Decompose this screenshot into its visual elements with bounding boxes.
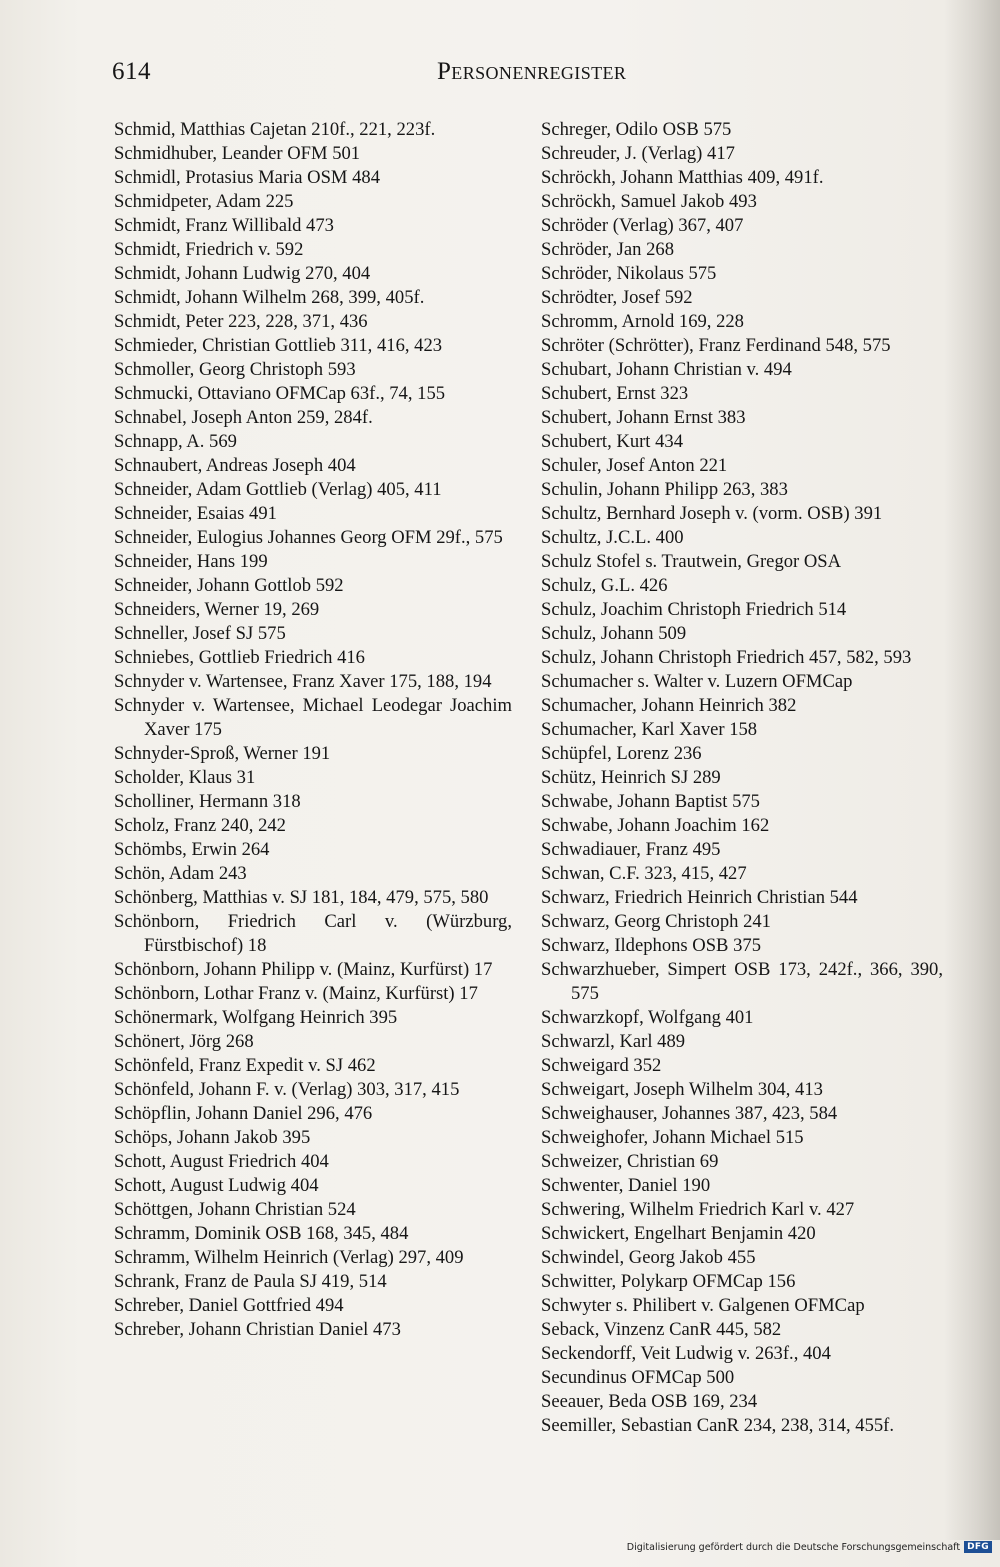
index-entry: Schulz, Johann Christoph Friedrich 457, 582, 593 [541,647,912,668]
index-entry: Schott, August Friedrich 404 [114,1151,329,1172]
index-entry: Schmieder, Christian Gottlieb 311, 416, 423 [114,335,443,356]
index-entry: Schmidt, Johann Ludwig 270, 404 [114,263,371,284]
index-entry: Schumacher, Johann Heinrich 382 [541,695,797,716]
index-entry: Schwabe, Johann Baptist 575 [541,791,760,812]
index-entry: Schwadiauer, Franz 495 [541,839,721,860]
index-entry: Schramm, Wilhelm Heinrich (Verlag) 297, 409 [114,1247,464,1268]
index-entry: Schmoller, Georg Christoph 593 [114,359,356,380]
index-entry: Seemiller, Sebastian CanR 234, 238, 314, 455f. [541,1415,895,1436]
index-entry: Schmidt, Friedrich v. 592 [114,239,304,260]
index-entry: Schnyder-Sproß, Werner 191 [114,743,331,764]
index-entry: Schrödter, Josef 592 [541,287,693,308]
index-entry: Schwan, C.F. 323, 415, 427 [541,863,747,884]
index-entry: Schröder (Verlag) 367, 407 [541,215,744,236]
index-entry: Schramm, Dominik OSB 168, 345, 484 [114,1223,409,1244]
index-entry: Schweigart, Joseph Wilhelm 304, 413 [541,1079,823,1100]
index-entry: Schneider, Hans 199 [114,551,268,572]
index-entry: Schönermark, Wolfgang Heinrich 395 [114,1007,398,1028]
index-entry: Schmucki, Ottaviano OFMCap 63f., 74, 155 [114,383,446,404]
index-entry: Scholz, Franz 240, 242 [114,815,286,836]
index-entry: Schneider, Eulogius Johannes Georg OFM 29f., 575 [114,527,503,548]
index-entry: Schwarzl, Karl 489 [541,1031,686,1052]
index-entry: Schwarzhueber, Simpert OSB 173, 242f., 366, 390, 575 [541,959,943,1004]
index-entry: Schöpflin, Johann Daniel 296, 476 [114,1103,373,1124]
index-column-left [114,118,512,1342]
index-entry: Schnaubert, Andreas Joseph 404 [114,455,356,476]
index-entry: Schneider, Johann Gottlob 592 [114,575,344,596]
index-entry: Schweizer, Christian 69 [541,1151,719,1172]
index-entry: Schwindel, Georg Jakob 455 [541,1247,756,1268]
index-entry: Schön, Adam 243 [114,863,247,884]
index-entry: Schönert, Jörg 268 [114,1031,254,1052]
index-entry: Schmidt, Peter 223, 228, 371, 436 [114,311,368,332]
index-entry: Schmid, Matthias Cajetan 210f., 221, 223f. [114,119,436,140]
index-entry: Schmidt, Johann Wilhelm 268, 399, 405f. [114,287,425,308]
index-entry: Schumacher s. Walter v. Luzern OFMCap [541,671,853,692]
index-entry: Schröckh, Johann Matthias 409, 491f. [541,167,824,188]
index-entry: Schweighofer, Johann Michael 515 [541,1127,804,1148]
index-entry: Schwyter s. Philibert v. Galgenen OFMCap [541,1295,865,1316]
index-entry: Schwenter, Daniel 190 [541,1175,711,1196]
index-entry: Schüpfel, Lorenz 236 [541,743,702,764]
index-entry: Schultz, Bernhard Joseph v. (vorm. OSB) 391 [541,503,883,524]
index-entry: Schulz Stofel s. Trautwein, Gregor OSA [541,551,842,572]
index-entry: Schultz, J.C.L. 400 [541,527,684,548]
index-entry: Schreger, Odilo OSB 575 [541,119,732,140]
index-entry: Schubert, Johann Ernst 383 [541,407,746,428]
index-entry: Schwitter, Polykarp OFMCap 156 [541,1271,796,1292]
index-entry: Schniebes, Gottlieb Friedrich 416 [114,647,365,668]
index-entry: Schmidl, Protasius Maria OSM 484 [114,167,380,188]
index-entry: Schmidt, Franz Willibald 473 [114,215,334,236]
index-entry: Schmidpeter, Adam 225 [114,191,294,212]
index-entry: Schröckh, Samuel Jakob 493 [541,191,757,212]
index-entry: Schwarz, Friedrich Heinrich Christian 544 [541,887,858,908]
digitization-credit [627,1541,992,1553]
index-entry: Seckendorff, Veit Ludwig v. 263f., 404 [541,1343,831,1364]
credit-text: Digitalisierung gefördert durch die Deutsche Forschungsgemeinschaft [626,1541,961,1553]
index-entry: Schönborn, Friedrich Carl v. (Würzburg, Fürstbischof) 18 [114,911,512,956]
index-entry: Schrank, Franz de Paula SJ 419, 514 [114,1271,387,1292]
index-entry: Schönfeld, Franz Expedit v. SJ 462 [114,1055,376,1076]
index-entry: Schulz, Johann 509 [541,623,687,644]
index-entry: Schröder, Jan 268 [541,239,674,260]
index-entry: Schwabe, Johann Joachim 162 [541,815,770,836]
index-entry: Schwering, Wilhelm Friedrich Karl v. 427 [541,1199,855,1220]
index-entry: Schnabel, Joseph Anton 259, 284f. [114,407,373,428]
index-entry: Schömbs, Erwin 264 [114,839,270,860]
page-edge-shadow [944,0,1000,1540]
index-entry: Schönborn, Johann Philipp v. (Mainz, Kurfürst) 17 [114,959,493,980]
index-entry: Schwarzkopf, Wolfgang 401 [541,1007,754,1028]
index-entry: Schütz, Heinrich SJ 289 [541,767,721,788]
index-entry: Schwarz, Georg Christoph 241 [541,911,771,932]
index-entry: Schumacher, Karl Xaver 158 [541,719,758,740]
index-entry: Schneller, Josef SJ 575 [114,623,286,644]
index-entry: Schulin, Johann Philipp 263, 383 [541,479,788,500]
index-entry: Schneiders, Werner 19, 269 [114,599,320,620]
index-column-right [541,118,943,1438]
index-entry: Schwarz, Ildephons OSB 375 [541,935,762,956]
index-entry: Schnyder v. Wartensee, Michael Leodegar Joachim Xaver 175 [114,695,512,740]
index-entry: Schubert, Kurt 434 [541,431,684,452]
index-entry: Schreber, Johann Christian Daniel 473 [114,1319,401,1340]
index-entry: Schweighauser, Johannes 387, 423, 584 [541,1103,838,1124]
index-entry: Secundinus OFMCap 500 [541,1367,735,1388]
index-entry: Schönborn, Lothar Franz v. (Mainz, Kurfürst) 17 [114,983,478,1004]
index-entry: Schröter (Schrötter), Franz Ferdinand 548, 575 [541,335,891,356]
index-entry: Seeauer, Beda OSB 169, 234 [541,1391,758,1412]
index-entry: Schubert, Ernst 323 [541,383,689,404]
index-entry: Schweigard 352 [541,1055,662,1076]
index-entry: Schwickert, Engelhart Benjamin 420 [541,1223,816,1244]
index-entry: Seback, Vinzenz CanR 445, 582 [541,1319,782,1340]
index-entry: Schröder, Nikolaus 575 [541,263,717,284]
index-entry: Schneider, Adam Gottlieb (Verlag) 405, 411 [114,479,442,500]
index-entry: Schulz, G.L. 426 [541,575,668,596]
index-entry: Schönfeld, Johann F. v. (Verlag) 303, 317, 415 [114,1079,460,1100]
index-entry: Schromm, Arnold 169, 228 [541,311,744,332]
index-entry: Schott, August Ludwig 404 [114,1175,319,1196]
index-entry: Scholliner, Hermann 318 [114,791,301,812]
index-entry: Schöttgen, Johann Christian 524 [114,1199,356,1220]
index-entry: Schnyder v. Wartensee, Franz Xaver 175, 188, 194 [114,671,492,692]
running-head: Personenregister [437,58,627,85]
index-entry: Schuler, Josef Anton 221 [541,455,728,476]
index-entry: Schnapp, A. 569 [114,431,237,452]
index-entry: Schubart, Johann Christian v. 494 [541,359,792,380]
index-entry: Schreber, Daniel Gottfried 494 [114,1295,344,1316]
index-entry: Schönberg, Matthias v. SJ 181, 184, 479, 575, 580 [114,887,489,908]
index-entry: Schulz, Joachim Christoph Friedrich 514 [541,599,847,620]
page-number: 614 [112,58,151,85]
index-entry: Schöps, Johann Jakob 395 [114,1127,311,1148]
index-entry: Schneider, Esaias 491 [114,503,277,524]
index-entry: Scholder, Klaus 31 [114,767,256,788]
index-entry: Schreuder, J. (Verlag) 417 [541,143,735,164]
index-entry: Schmidhuber, Leander OFM 501 [114,143,361,164]
dfg-logo: DFG [964,1541,992,1553]
